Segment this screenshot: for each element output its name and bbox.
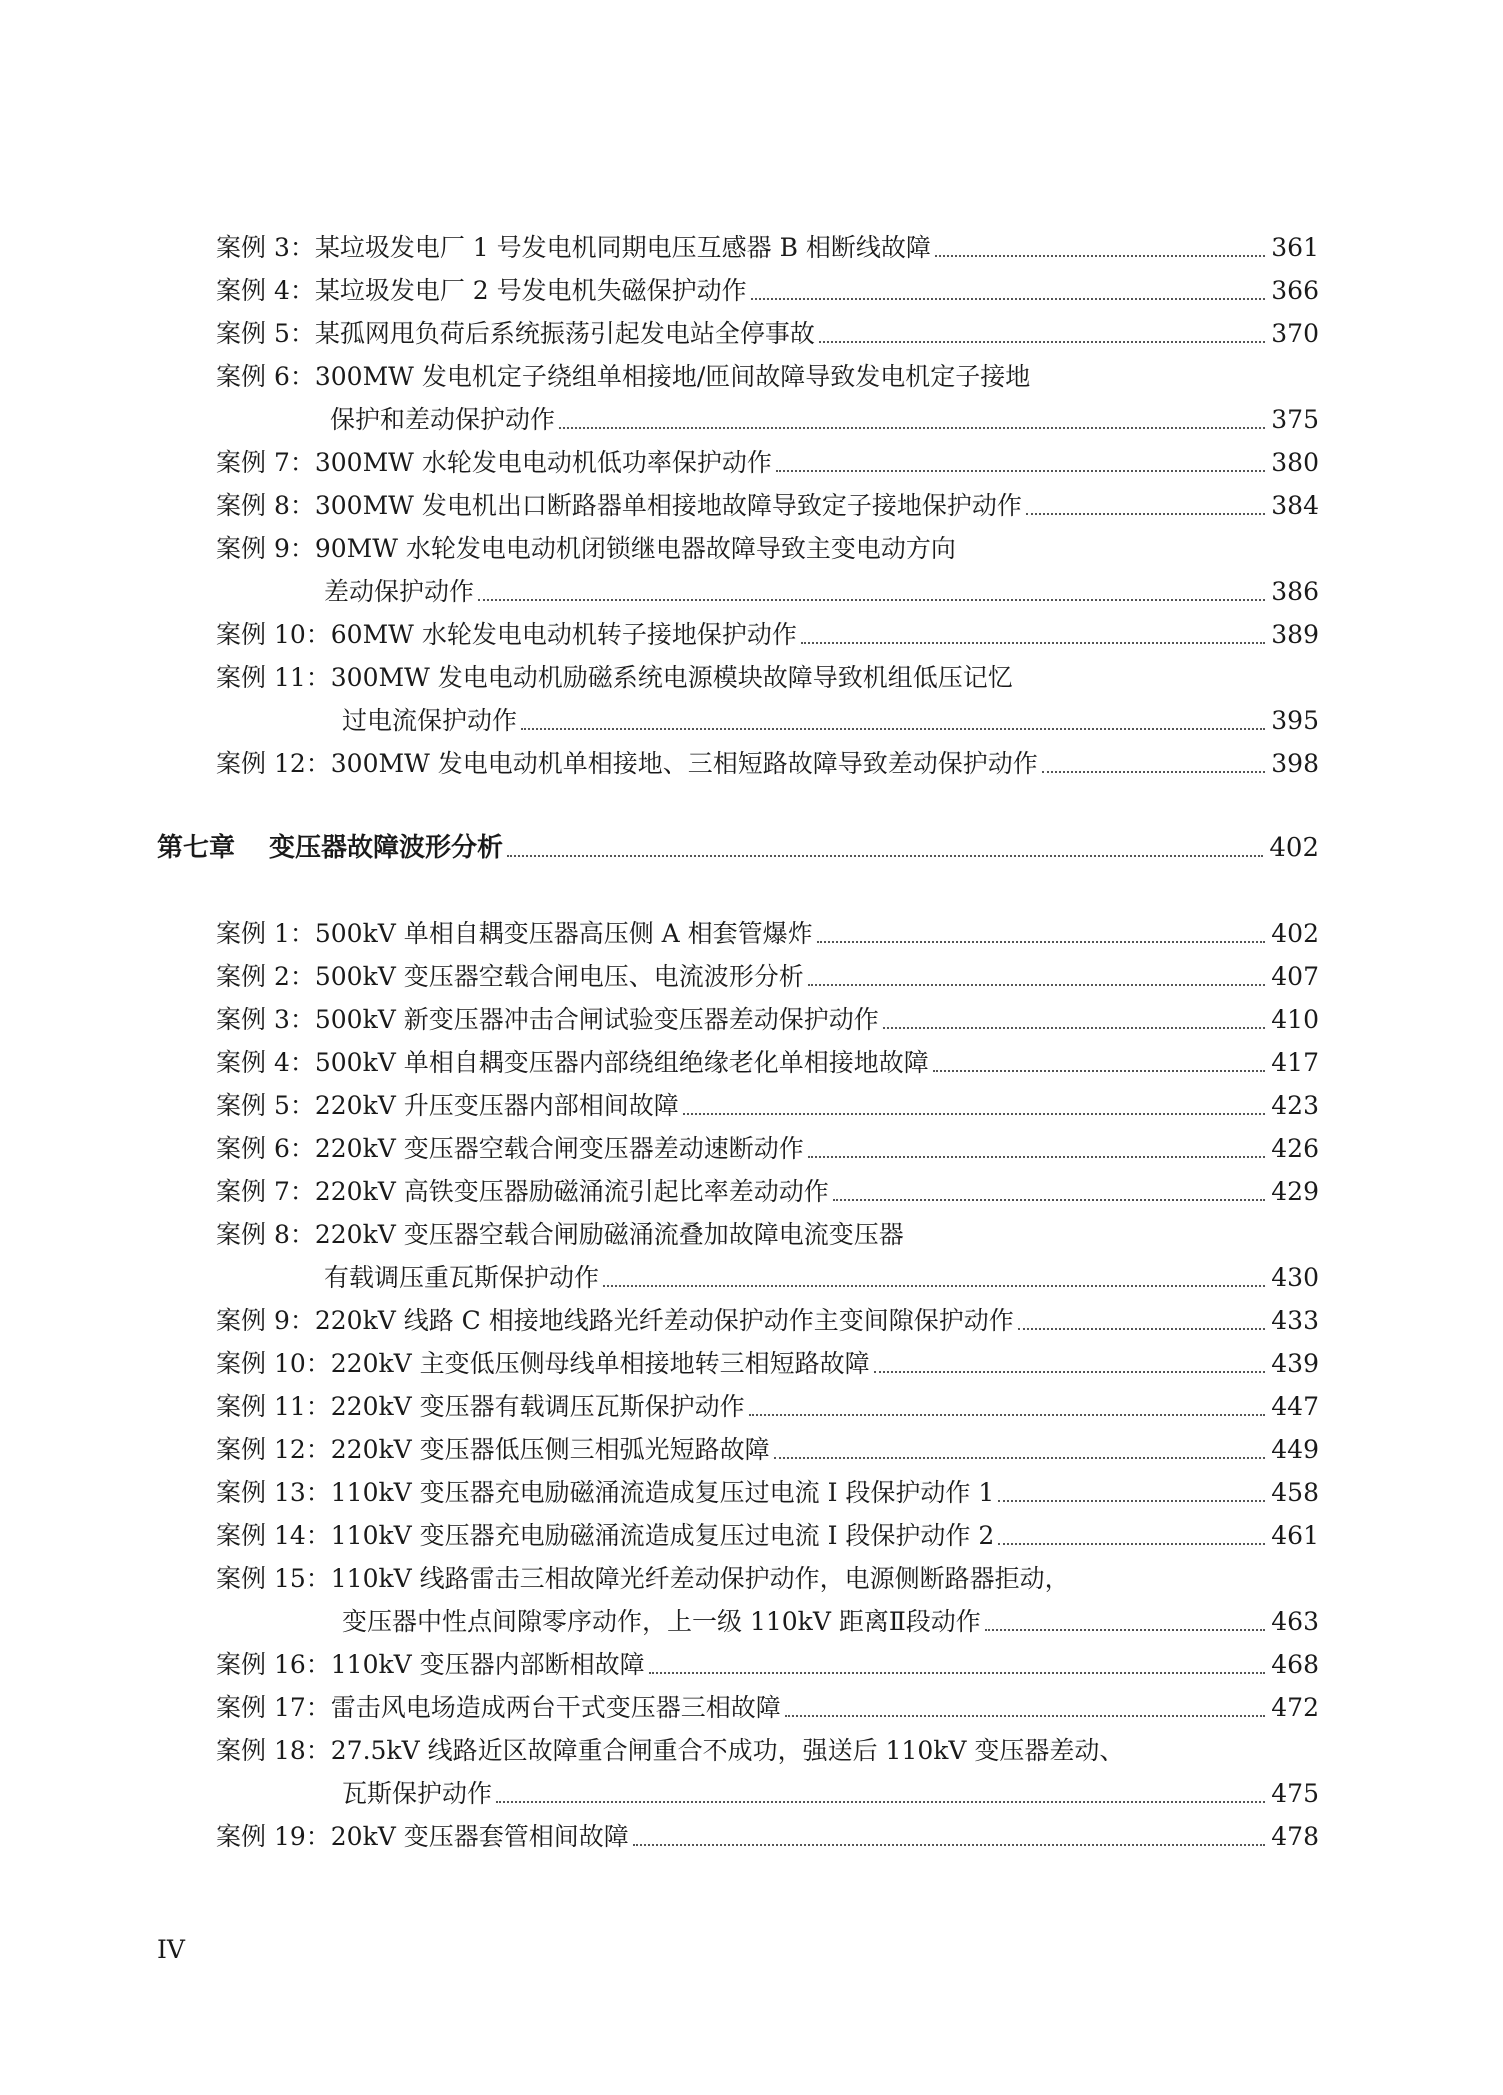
entry-label: 案例 19： [216, 1822, 331, 1851]
entry-label: 案例 6： [216, 362, 315, 391]
dot-leader [998, 1500, 1265, 1502]
entry-label: 案例 9： [216, 534, 315, 563]
toc-entry[interactable] [216, 1000, 1319, 1040]
toc-entry[interactable] [216, 1043, 1319, 1083]
toc-entry[interactable] [216, 1516, 1319, 1556]
entry-title: 500kV 单相自耦变压器内部绕组绝缘老化单相接地故障 [314, 1048, 929, 1077]
entry-page: 402 [1271, 919, 1319, 948]
entry-page: 375 [1271, 405, 1319, 434]
toc-entry[interactable] [216, 1645, 1319, 1685]
entry-page: 361 [1271, 233, 1319, 262]
entry-label: 案例 7： [216, 1177, 315, 1206]
entry-title-continued: 保护和差动保护动作 [330, 405, 556, 434]
entry-title: 某孤网甩负荷后系统振荡引起发电站全停事故 [314, 319, 815, 348]
entry-title: 20kV 变压器套管相间故障 [330, 1822, 629, 1851]
entry-label: 案例 14： [216, 1521, 331, 1550]
dot-leader [785, 1715, 1266, 1717]
entry-page: 384 [1271, 491, 1319, 520]
entry-label: 案例 5： [216, 319, 315, 348]
entry-title: 220kV 变压器空载合闸变压器差动速断动作 [314, 1134, 804, 1163]
entry-page: 449 [1271, 1435, 1319, 1464]
chapter-label: 第七章 [157, 833, 236, 863]
toc-entry[interactable] [216, 1430, 1319, 1470]
entry-label: 案例 12： [216, 1435, 331, 1464]
dot-leader [935, 255, 1265, 257]
dot-leader [817, 941, 1266, 943]
dot-leader [998, 1543, 1265, 1545]
entry-label: 案例 4： [216, 276, 315, 305]
entry-page: 430 [1271, 1263, 1319, 1292]
entry-page: 458 [1271, 1478, 1319, 1507]
toc-entry-continuation[interactable] [342, 1774, 1319, 1814]
dot-leader [776, 470, 1265, 472]
dot-leader [985, 1629, 1265, 1631]
dot-leader [751, 298, 1266, 300]
entry-page: 410 [1271, 1005, 1319, 1034]
toc-entry-continuation[interactable] [324, 1258, 1319, 1298]
entry-page: 461 [1271, 1521, 1319, 1550]
entry-title: 某垃圾发电厂 2 号发电机失磁保护动作 [314, 276, 747, 305]
entry-title: 220kV 变压器低压侧三相弧光短路故障 [330, 1435, 770, 1464]
entry-label: 案例 4： [216, 1048, 315, 1077]
toc-entry[interactable] [216, 1473, 1319, 1513]
dot-leader [1042, 771, 1266, 773]
entry-title: 300MW 发电机出口断路器单相接地故障导致定子接地保护动作 [314, 491, 1022, 520]
dot-leader [749, 1414, 1266, 1416]
toc-entry[interactable] [216, 615, 1319, 655]
entry-title: 220kV 线路 C 相接地线路光纤差动保护动作主变间隙保护动作 [314, 1306, 1014, 1335]
entry-title: 220kV 主变低压侧母线单相接地转三相短路故障 [330, 1349, 870, 1378]
entry-title: 90MW 水轮发电电动机闭锁继电器故障导致主变电动方向 [314, 534, 956, 563]
dot-leader [1026, 513, 1265, 515]
entry-label: 案例 15： [216, 1564, 331, 1593]
toc-entry[interactable] [216, 957, 1319, 997]
chapter-title: 变压器故障波形分析 [269, 833, 504, 863]
entry-page: 407 [1271, 962, 1319, 991]
toc-entry[interactable] [216, 1688, 1319, 1728]
entry-title-continued: 变压器中性点间隙零序动作，上一级 110kV 距离Ⅱ段动作 [342, 1607, 981, 1636]
entry-title-continued: 有载调压重瓦斯保护动作 [324, 1263, 600, 1292]
entry-page: 389 [1271, 620, 1319, 649]
entry-title: 27.5kV 线路近区故障重合闸重合不成功，强送后 110kV 变压器差动、 [330, 1736, 1125, 1765]
entry-label: 案例 7： [216, 448, 315, 477]
dot-leader [933, 1070, 1266, 1072]
toc-entry[interactable] [216, 1086, 1319, 1126]
entry-title: 300MW 水轮发电电动机低功率保护动作 [314, 448, 772, 477]
entry-label: 案例 6： [216, 1134, 315, 1163]
dot-leader [808, 984, 1266, 986]
entry-label: 案例 2： [216, 962, 315, 991]
toc-entry[interactable] [216, 228, 1319, 268]
entry-page: 429 [1271, 1177, 1319, 1206]
entry-page: 468 [1271, 1650, 1319, 1679]
entry-page: 366 [1271, 276, 1319, 305]
entry-title: 500kV 变压器空载合闸电压、电流波形分析 [314, 962, 804, 991]
entry-label: 案例 1： [216, 919, 315, 948]
entry-title-continued: 差动保护动作 [324, 577, 475, 606]
entry-title: 220kV 高铁变压器励磁涌流引起比率差动动作 [314, 1177, 829, 1206]
entry-page: 463 [1271, 1607, 1319, 1636]
entry-title: 60MW 水轮发电电动机转子接地保护动作 [330, 620, 797, 649]
entry-title: 110kV 线路雷击三相故障光纤差动保护动作，电源侧断路器拒动， [330, 1564, 1070, 1593]
entry-title: 500kV 单相自耦变压器高压侧 A 相套管爆炸 [314, 919, 813, 948]
toc-entry-continuation[interactable] [330, 400, 1319, 440]
entry-title: 雷击风电场造成两台干式变压器三相故障 [330, 1693, 781, 1722]
toc-entry[interactable] [216, 1172, 1319, 1212]
entry-title-continued: 过电流保护动作 [342, 706, 518, 735]
entry-label: 案例 9： [216, 1306, 315, 1335]
toc-entry[interactable] [216, 1731, 1319, 1771]
entry-page: 426 [1271, 1134, 1319, 1163]
dot-leader [496, 1801, 1265, 1803]
dot-leader [478, 599, 1265, 601]
entry-label: 案例 8： [216, 491, 315, 520]
entry-title-continued: 瓦斯保护动作 [342, 1779, 493, 1808]
dot-leader [874, 1371, 1266, 1373]
toc-entry[interactable] [216, 658, 1319, 698]
entry-title: 110kV 变压器内部断相故障 [330, 1650, 645, 1679]
entry-title: 500kV 新变压器冲击合闸试验变压器差动保护动作 [314, 1005, 879, 1034]
toc-entry[interactable] [216, 529, 1319, 569]
toc-entry[interactable] [216, 914, 1319, 954]
entry-title: 300MW 发电机定子绕组单相接地/匝间故障导致发电机定子接地 [314, 362, 1031, 391]
entry-label: 案例 13： [216, 1478, 331, 1507]
dot-leader [603, 1285, 1265, 1287]
toc-entry[interactable] [216, 443, 1319, 483]
toc-entry[interactable] [216, 1301, 1319, 1341]
toc-entry[interactable] [216, 486, 1319, 526]
toc-entry-continuation[interactable] [324, 572, 1319, 612]
toc-entry[interactable] [216, 271, 1319, 311]
entry-label: 案例 11： [216, 1392, 331, 1421]
toc-entry[interactable] [216, 314, 1319, 354]
dot-leader [883, 1027, 1266, 1029]
dot-leader [633, 1844, 1266, 1846]
entry-page: 380 [1271, 448, 1319, 477]
entry-page: 386 [1271, 577, 1319, 606]
entry-title: 300MW 发电电动机单相接地、三相短路故障导致差动保护动作 [330, 749, 1038, 778]
dot-leader [507, 855, 1263, 857]
toc-entry[interactable] [216, 1387, 1319, 1427]
footer-page-number: IV [157, 1935, 185, 1964]
entry-page: 423 [1271, 1091, 1319, 1120]
dot-leader [833, 1199, 1266, 1201]
toc-entry[interactable] [216, 357, 1319, 397]
entry-page: 395 [1271, 706, 1319, 735]
entry-title: 220kV 升压变压器内部相间故障 [314, 1091, 679, 1120]
entry-label: 案例 5： [216, 1091, 315, 1120]
dot-leader [521, 728, 1265, 730]
dot-leader [774, 1457, 1266, 1459]
dot-leader [559, 427, 1265, 429]
entry-title: 220kV 变压器空载合闸励磁涌流叠加故障电流变压器 [314, 1220, 904, 1249]
entry-label: 案例 3： [216, 1005, 315, 1034]
toc-entry[interactable] [216, 744, 1319, 784]
toc-entry[interactable] [216, 1817, 1319, 1857]
entry-label: 案例 8： [216, 1220, 315, 1249]
toc-entry[interactable] [216, 1344, 1319, 1384]
entry-page: 472 [1271, 1693, 1319, 1722]
toc-entry[interactable] [216, 1215, 1319, 1255]
entry-page: 478 [1271, 1822, 1319, 1851]
entry-title: 300MW 发电电动机励磁系统电源模块故障导致机组低压记忆 [330, 663, 1013, 692]
toc-entry-continuation[interactable] [342, 1602, 1319, 1642]
entry-title: 某垃圾发电厂 1 号发电机同期电压互感器 B 相断线故障 [314, 233, 931, 262]
toc-entry-continuation[interactable] [342, 701, 1319, 741]
entry-title: 110kV 变压器充电励磁涌流造成复压过电流 Ⅰ 段保护动作 2 [330, 1521, 995, 1550]
toc-entry[interactable] [216, 1559, 1319, 1599]
entry-label: 案例 3： [216, 233, 315, 262]
entry-page: 417 [1271, 1048, 1319, 1077]
entry-page: 439 [1271, 1349, 1319, 1378]
dot-leader [819, 341, 1265, 343]
entry-label: 案例 16： [216, 1650, 331, 1679]
dot-leader [1018, 1328, 1266, 1330]
entry-label: 案例 10： [216, 620, 331, 649]
entry-label: 案例 18： [216, 1736, 331, 1765]
entry-label: 案例 11： [216, 663, 331, 692]
dot-leader [808, 1156, 1266, 1158]
entry-page: 370 [1271, 319, 1319, 348]
entry-page: 398 [1271, 749, 1319, 778]
entry-label: 案例 17： [216, 1693, 331, 1722]
entry-title: 220kV 变压器有载调压瓦斯保护动作 [330, 1392, 745, 1421]
entry-page: 475 [1271, 1779, 1319, 1808]
entry-label: 案例 10： [216, 1349, 331, 1378]
dot-leader [801, 642, 1265, 644]
entry-page: 433 [1271, 1306, 1319, 1335]
dot-leader [649, 1672, 1266, 1674]
chapter-page: 402 [1269, 833, 1319, 863]
chapter-heading[interactable] [157, 828, 1319, 868]
dot-leader [683, 1113, 1266, 1115]
toc-entry[interactable] [216, 1129, 1319, 1169]
entry-label: 案例 12： [216, 749, 331, 778]
entry-page: 447 [1271, 1392, 1319, 1421]
entry-title: 110kV 变压器充电励磁涌流造成复压过电流 Ⅰ 段保护动作 1 [330, 1478, 995, 1507]
